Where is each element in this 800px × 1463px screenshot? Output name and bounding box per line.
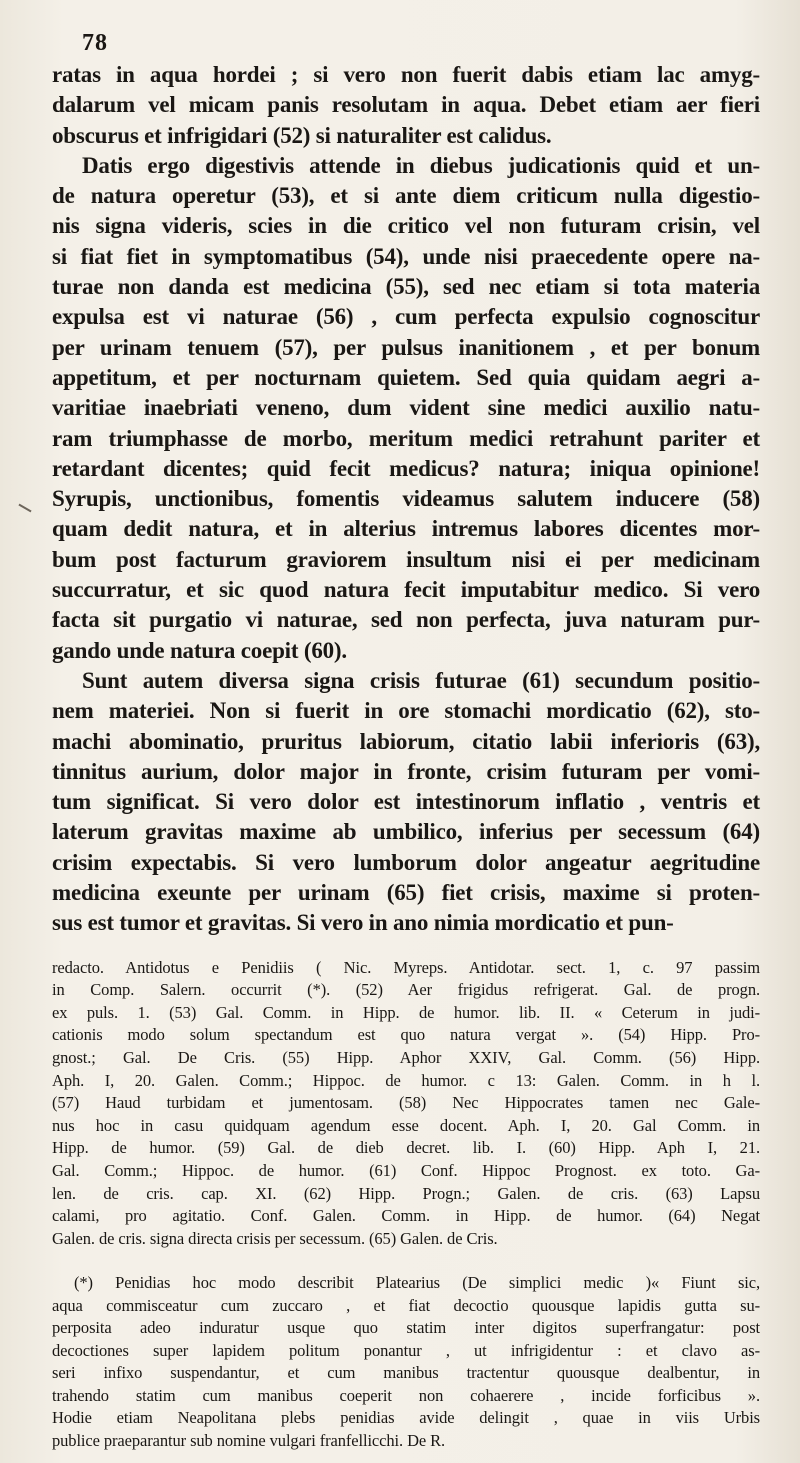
footnotes <box>52 957 760 1251</box>
footnote-line: calami, pro agitatio. Conf. Galen. Comm. in Hipp. de humor. (64) Negat <box>52 1206 760 1226</box>
text-line: turae non danda est medicina (55), sed nec etiam si tota materia <box>52 274 760 300</box>
text-line: ratas in aqua hordei ; si vero non fuerit dabis etiam lac amyg- <box>52 62 760 87</box>
note-line: aqua commisceatur cum zuccaro , et fiat decoctio quousque lapidis gutta su- <box>52 1295 760 1315</box>
text-line: obscurus et infrigidari (52) si naturaliter est calidus. <box>52 122 552 148</box>
text-line: nem materiei. Non si fuerit in ore stomachi mordicatio (62), sto- <box>52 698 760 724</box>
text-line: varitiae inaebriati veneno, dum vident sine medici auxilio natu- <box>52 395 760 421</box>
text-line: facta sit purgatio vi naturae, sed non perfecta, juva naturam pur- <box>52 607 760 633</box>
footnote-line: nus hoc in casu quidquam agendum esse docent. Aph. I, 20. Gal Comm. in <box>52 1115 760 1135</box>
text-line: laterum gravitas maxime ab umbilico, inferius per secessum (64) <box>52 819 760 845</box>
note-line: decoctiones super lapidem politum ponantur , ut infrigidentur : et clavo as- <box>52 1340 760 1360</box>
note-line: trahendo statim cum manibus coeperit non cohaerere , incide forficibus ». <box>52 1385 760 1405</box>
footnote-line: gnost.; Gal. De Cris. (55) Hipp. Aphor XXIV, Gal. Comm. (56) Hipp. <box>52 1047 760 1067</box>
text-line: crisim expectabis. Si vero lumborum dolor angeatur aegritudine <box>52 849 760 875</box>
text-line: machi abominatio, pruritus labiorum, citatio labii inferioris (63), <box>52 728 760 754</box>
footnote-line: len. de cris. cap. XI. (62) Hipp. Progn.; Galen. de cris. (63) Lapsu <box>52 1183 760 1203</box>
page-number: 78 <box>82 30 108 56</box>
text-line: expulsa est vi naturae (56) , cum perfecta expulsio cognoscitur <box>52 304 760 330</box>
footnote-line: cationis modo solum spectandum est quo natura vergat ». (54) Hipp. Pro- <box>52 1025 760 1045</box>
note-line: Hodie etiam Neapolitana plebs penidias avide delingit , quae in viis Urbis <box>52 1408 760 1428</box>
note-line: (*) Penidias hoc modo describit Platearius (De simplici medic )« Fiunt sic, <box>74 1273 760 1293</box>
footnote-line: Aph. I, 20. Galen. Comm.; Hippoc. de humor. c 13: Galen. Comm. in h l. <box>52 1070 760 1090</box>
text-line: Syrupis, unctionibus, fomentis videamus salutem inducere (58) <box>52 486 760 512</box>
text-line: per urinam tenuem (57), per pulsus inanitionem , et per bonum <box>52 334 760 360</box>
text-line: appetitum, et per nocturnam quietem. Sed quia quidam aegri a- <box>52 364 760 390</box>
text-line: sus est tumor et gravitas. Si vero in ano nimia mordicatio et pun- <box>52 910 674 936</box>
text-line: quam dedit natura, et in alterius intremus labores dicentes mor- <box>52 516 760 542</box>
text-line: Datis ergo digestivis attende in diebus judicationis quid et un- <box>82 152 760 178</box>
text-line: retardant dicentes; quid fecit medicus? natura; iniqua opinione! <box>52 455 760 481</box>
footnote-line: Gal. Comm.; Hippoc. de humor. (61) Conf. Hippoc Prognost. ex toto. Ga- <box>52 1160 760 1180</box>
note-line: seri infixo suspendantur, et cum manibus tractentur quousque dealbentur, in <box>52 1363 760 1383</box>
text-line: medicina exeunte per urinam (65) fiet crisis, maxime si proten- <box>52 880 760 906</box>
text-line: de natura operetur (53), et si ante diem criticum nulla digestio- <box>52 183 760 209</box>
footnote-line: in Comp. Salern. occurrit (*). (52) Aer frigidus refrigerat. Gal. de progn. <box>52 980 760 1000</box>
text-line: succurratur, et sic quod natura fecit imputabitur medico. Si vero <box>52 577 760 603</box>
text-line: nis signa videris, scies in die critico vel non futuram crisin, vel <box>52 213 760 239</box>
text-line: tinnitus aurium, dolor major in fronte, crisim futuram per vomi- <box>52 758 760 784</box>
footnote-line: redacto. Antidotus e Penidiis ( Nic. Myreps. Antidotar. sect. 1, c. 97 passim <box>52 957 760 977</box>
footnote-line: (57) Haud turbidam et jumentosam. (58) Nec Hippocrates tamen nec Gale- <box>52 1093 760 1113</box>
text-line: gando unde natura coepit (60). <box>52 637 347 663</box>
note-line: perposita adeo induratur usque quo statim inter digitos superfrangatur: post <box>52 1318 760 1338</box>
text-line: dalarum vel micam panis resolutam in aqua. Debet etiam aer fieri <box>52 92 760 118</box>
note-line: publice praeparantur sub nomine vulgari franfellicchi. De R. <box>52 1430 446 1450</box>
footnote-line: Galen. de cris. signa directa crisis per secessum. (65) Galen. de Cris. <box>52 1228 498 1248</box>
footnote-line: ex puls. 1. (53) Gal. Comm. in Hipp. de humor. lib. II. « Ceterum in judi- <box>52 1002 760 1022</box>
editor-note <box>52 1272 760 1452</box>
margin-mark <box>18 504 31 513</box>
text-line: tum significat. Si vero dolor est intestinorum inflatio , ventris et <box>52 789 760 815</box>
footnote-line: Hipp. de humor. (59) Gal. de dieb decret. lib. I. (60) Hipp. Aph I, 21. <box>52 1138 760 1158</box>
main-text <box>52 60 760 939</box>
text-line: ram triumphasse de morbo, meritum medici retrahunt pariter et <box>52 425 760 451</box>
text-line: si fiat fiet in symptomatibus (54), unde nisi praecedente opere na- <box>52 243 760 269</box>
text-line: bum post facturum graviorem insultum nisi ei per medicinam <box>52 546 760 572</box>
text-line: Sunt autem diversa signa crisis futurae (61) secundum positio- <box>82 667 760 693</box>
